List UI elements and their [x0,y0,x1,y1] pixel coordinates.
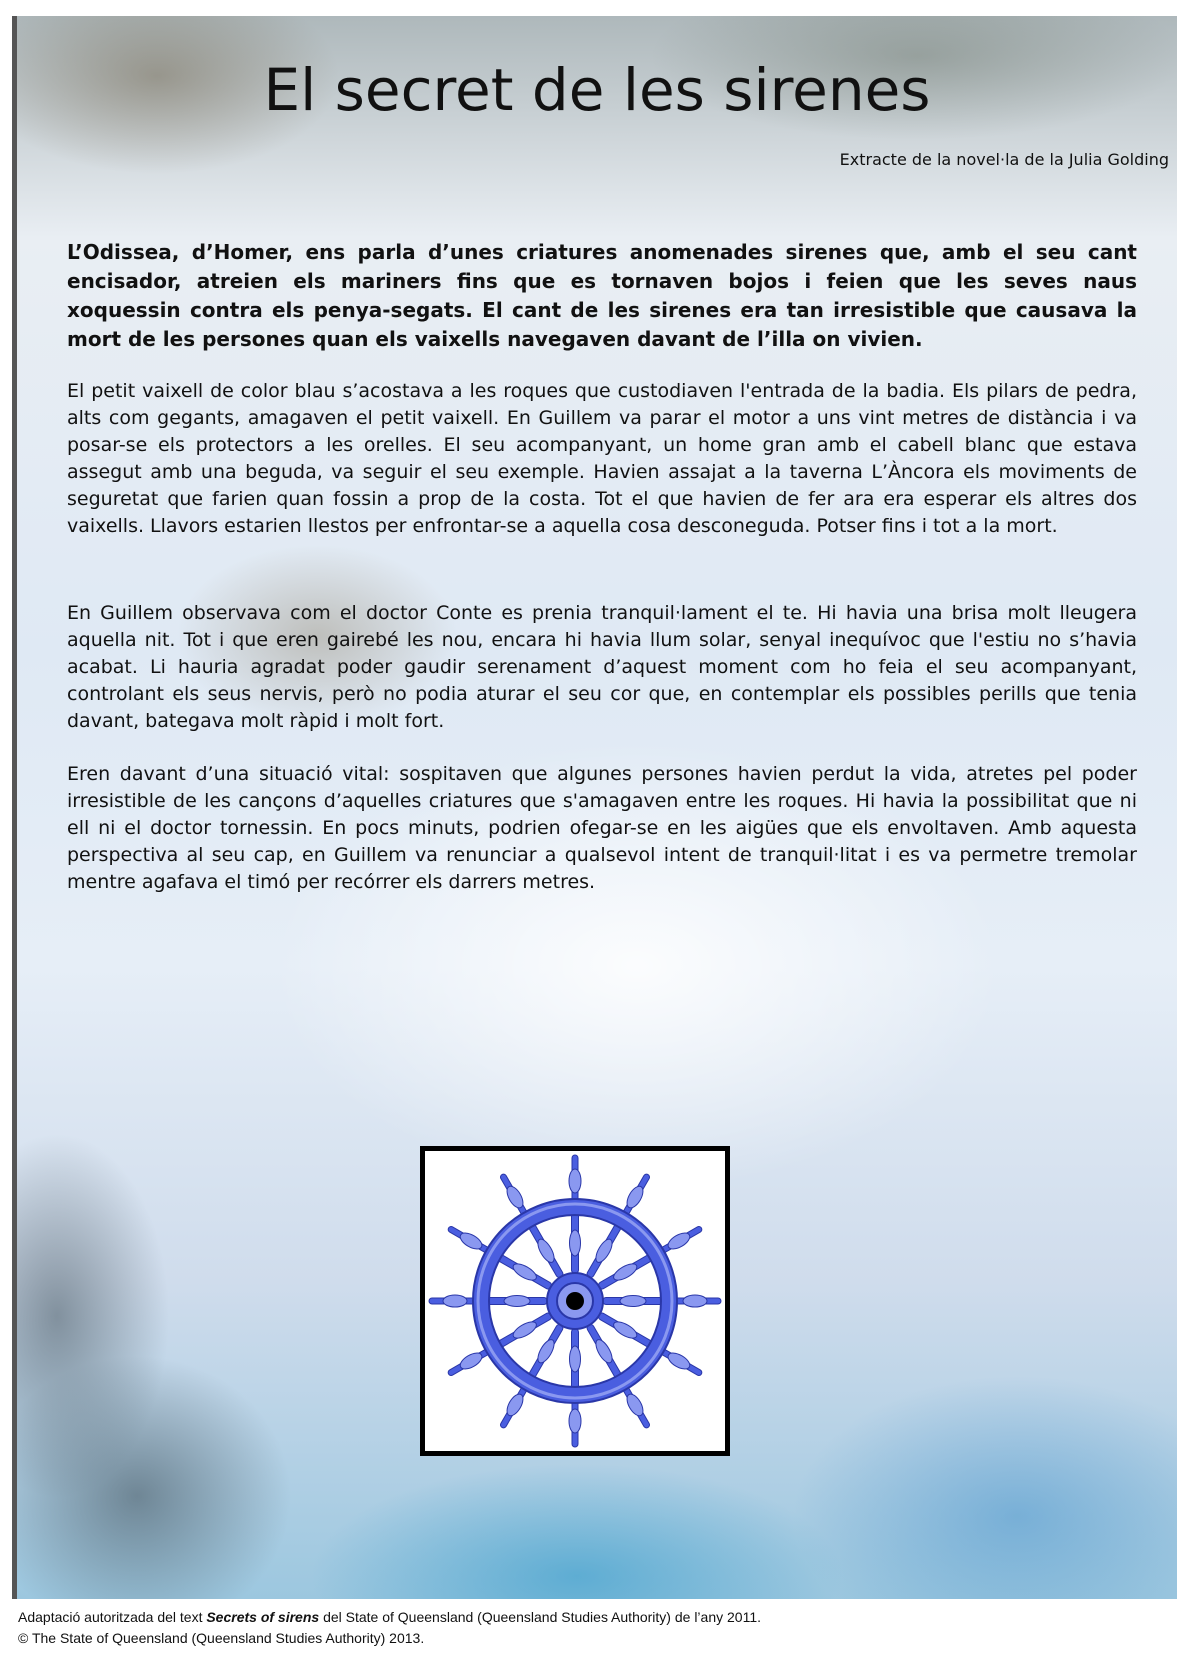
page-subtitle: Extracte de la novel·la de la Julia Golding [839,150,1169,169]
copyright-footer [18,1607,761,1649]
footer-line-1 [18,1607,761,1628]
intro-paragraph: L’Odissea, d’Homer, ens parla d’unes criatures anomenades sirenes que, amb el seu cant encisador, atreien els mariners fins que es tornaven bojos i feien que les seves naus xoquessin contra els penya-segats. El cant de les sirenes era tan irresistible que causava la mort de les persones quan els vaixells navegaven davant de l’illa on vivien. [67,240,1137,351]
page-background [12,16,1177,1599]
story-paragraph-2: En Guillem observava com el doctor Conte es prenia tranquil·lament el te. Hi havia una brisa molt lleugera aquella nit. Tot i que eren gairebé les nou, encara hi havia llum solar, senyal inequívoc que l'estiu no s’havia acabat. Li hauria agradat poder gaudir serenament d’aquest moment com ho feia el seu acompanyant, controlant els seus nervis, però no podia aturar el seu cor que, en contemplar els possibles perills que tenia davant, bategava molt ràpid i molt fort. [67,602,1137,732]
ship-wheel-illustration [420,1146,730,1456]
ship-wheel-icon [425,1151,725,1451]
page-title: El secret de les sirenes [263,56,931,124]
story-paragraph-1: El petit vaixell de color blau s’acostava a les roques que custodiaven l'entrada de la badia. Els pilars de pedra, alts com gegants, amagaven el petit vaixell. En Guillem va parar el motor a uns vint metres de distància i va posar-se els protectors a les orelles. El seu acompanyant, un home gran amb el cabell blanc que estava assegut amb una beguda, va seguir el seu exemple. Havien assajat a la taverna L’Àncora els moviments de seguretat que farien quan fossin a prop de la costa. Tot el que havien de fer ara era esperar els altres dos vaixells. Llavors estarien llestos per enfrontar-se a aquella cosa desconeguda. Potser fins i tot a la mort. [67,380,1137,537]
footer-line-2: © The State of Queensland (Queensland Studies Authority) 2013. [18,1630,425,1646]
footer-suffix: del State of Queensland (Queensland Studies Authority) de l’any 2011. [319,1609,761,1625]
story-paragraph-3: Eren davant d’una situació vital: sospitaven que algunes persones havien perdut la vida, atretes pel poder irresistible de les cançons d’aquelles criatures que s'amagaven entre les roques. Hi havia la possibilitat que ni ell ni el doctor tornessin. En pocs minuts, podrien ofegar-se en les aigües que els envoltaven. Amb aquesta perspectiva al seu cap, en Guillem va renunciar a qualsevol intent de tranquil·litat i es va permetre tremolar mentre agafava el timó per recórrer els darrers metres. [67,763,1137,893]
footer-source-title: Secrets of sirens [206,1609,320,1625]
footer-prefix: Adaptació autoritzada del text [18,1609,207,1625]
